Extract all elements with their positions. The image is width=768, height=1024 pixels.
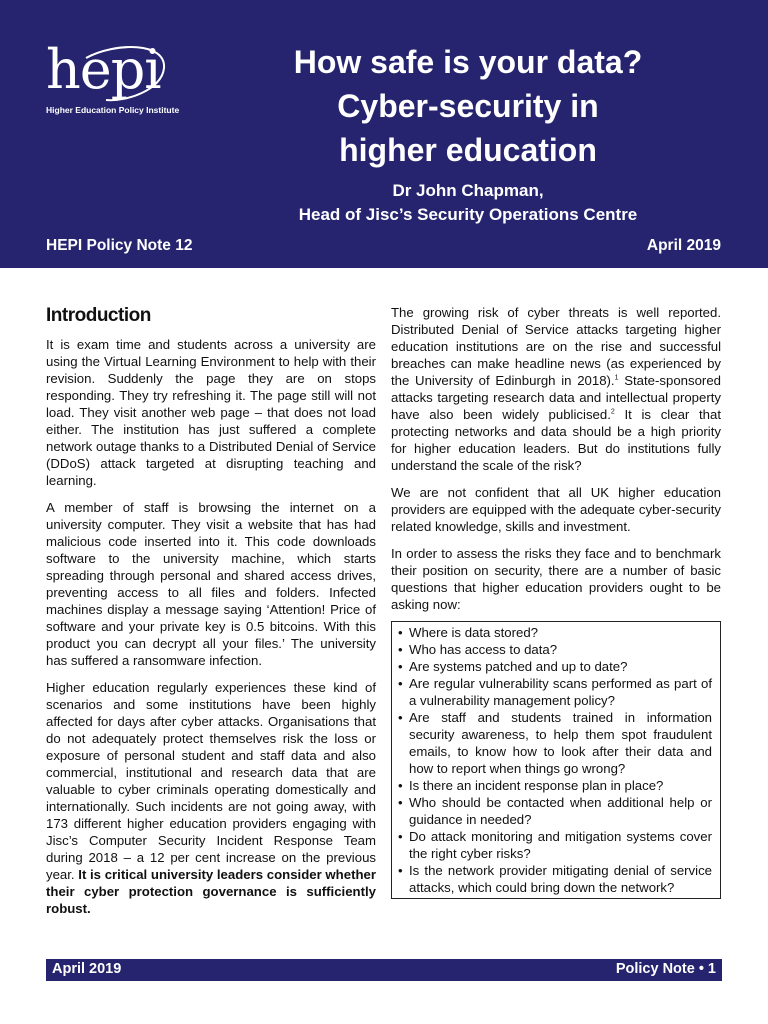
- section-heading-introduction: Introduction: [46, 305, 151, 326]
- list-item: • Where is data stored?: [398, 624, 712, 641]
- paragraph-bold-conclusion: It is critical university leaders consider whether their cyber protection governance is sufficiently robust.: [46, 867, 376, 916]
- title-line: higher education: [339, 132, 597, 168]
- document-title: [218, 40, 718, 172]
- paragraph: A member of staff is browsing the internet on a university computer. They visit a website that has had malicious code inserted into it. This code downloads software to the university machine, which starts spreading through personal and shared access drives, preventing access to all files and folders. Infected machines display a message saying ‘Attention! Price of software and your private key is 0.5 bitcoins. With this product you can decrypt all your files.’ The university has suffered a ransomware infection.: [46, 500, 376, 668]
- footer-page-label: Policy Note • 1: [615, 961, 716, 977]
- paragraph-text: The growing risk of cyber threats is well reported. Distributed Denial of Service attacks targeting higher education institutions are on the rise and successful breaches can make headline news (as experienced by the University of Edinburgh in 2018).: [391, 305, 721, 388]
- questions-box: [391, 621, 721, 899]
- list-item: • Are systems patched and up to date?: [398, 658, 712, 675]
- list-item: • Are staff and students trained in information security awareness, to help them spot fraudulent emails, to know how to look after their data and how to report when things go wrong?: [398, 709, 712, 777]
- footer-date: April 2019: [52, 961, 122, 977]
- paragraph-text: State-sponsored attacks targeting research data and intellectual property have also been widely publicised.: [391, 373, 721, 422]
- right-column: [391, 304, 721, 899]
- logo-subtitle: Higher Education Policy Institute: [46, 105, 180, 115]
- policy-note-label: HEPI Policy Note 12: [46, 237, 193, 254]
- paragraph: In order to assess the risks they face and to benchmark their position on security, there are a number of basic questions that higher education providers ought to be asking now:: [391, 546, 721, 612]
- list-item: • Is the network provider mitigating denial of service attacks, which could bring down the network?: [398, 862, 712, 896]
- footnote-ref[interactable]: 2: [610, 408, 615, 416]
- left-column: [46, 304, 376, 927]
- paragraph: It is exam time and students across a university are using the Virtual Learning Environment to help with their revision. Suddenly the page they are on stops responding. They try refreshing it. The page still will not load. They visit another web page – that does not load either. The institution has just suffered a complete network outage thanks to a Distributed Denial of Service (DDoS) attack targeted at disrupting teaching and learning.: [46, 337, 376, 488]
- header-date: April 2019: [646, 237, 721, 254]
- title-line: Cyber-security in: [337, 88, 599, 124]
- questions-list: [398, 624, 712, 896]
- title-line: How safe is your data?: [293, 44, 643, 80]
- paragraph: [391, 304, 721, 474]
- paragraph-text: Higher education regularly experiences these kind of scenarios and some institutions have been highly affected for days after cyber attacks. Organisations that do not adequately protect themselves risk the loss or exposure of personal student and staff data and also commercial, institutional and research data that are valuable to cyber criminals operating domestically and internationally. Such incidents are not going away, with 173 different higher education providers engaging with Jisc’s Computer Security Incident Response Team during 2018 – a 12 per cent increase on the previous year.: [46, 680, 376, 882]
- list-item: • Who has access to data?: [398, 641, 712, 658]
- author-name: Dr John Chapman,: [392, 181, 544, 200]
- list-item: • Do attack monitoring and mitigation systems cover the right cyber risks?: [398, 828, 712, 862]
- footer-bar: [46, 959, 722, 981]
- author-role: Head of Jisc’s Security Operations Centre: [298, 205, 638, 224]
- paragraph: We are not confident that all UK higher education providers are equipped with the adequate cyber-security related knowledge, skills and investment.: [391, 485, 721, 534]
- list-item: • Is there an incident response plan in place?: [398, 777, 712, 794]
- header-banner: [0, 0, 768, 268]
- footnote-ref[interactable]: 1: [614, 374, 619, 382]
- author-block: [218, 179, 718, 227]
- list-item: • Are regular vulnerability scans performed as part of a vulnerability management policy?: [398, 675, 712, 709]
- logo-wordmark: hepi: [46, 38, 161, 101]
- paragraph: [46, 679, 376, 917]
- list-item: • Who should be contacted when additional help or guidance in needed?: [398, 794, 712, 828]
- paragraph-text: It is clear that protecting networks and data should be a high priority for higher education leaders. But do institutions fully understand the scale of the risk?: [391, 407, 721, 473]
